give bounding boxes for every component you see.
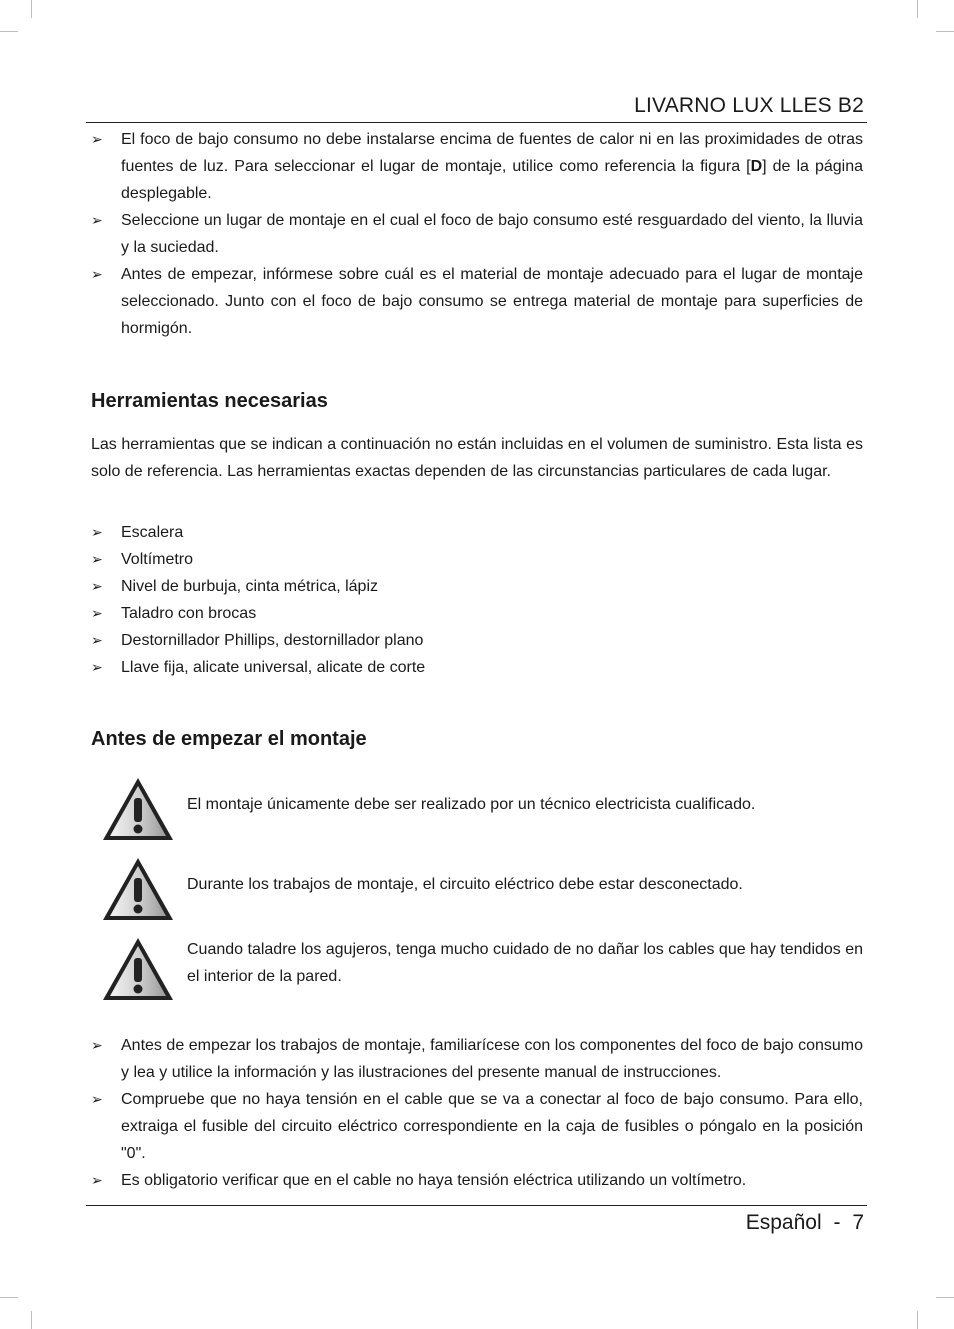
- before-bullets-block: [91, 1032, 863, 1194]
- page-number: 7: [852, 1211, 864, 1234]
- arrowhead-bullet-icon: ➢: [91, 524, 103, 540]
- list-item: [91, 600, 863, 627]
- list-item: [91, 627, 863, 654]
- tools-list-block: [91, 519, 863, 681]
- arrowhead-bullet-icon: ➢: [91, 1172, 103, 1188]
- arrowhead-bullet-icon: ➢: [91, 551, 103, 567]
- tool-item-label: Destornillador Phillips, destornillador plano: [121, 632, 424, 649]
- warning-triangle-icon: [101, 776, 175, 842]
- warning-text: El montaje únicamente debe ser realizado por un técnico electricista cualificado.: [187, 796, 756, 813]
- list-item: [91, 261, 863, 342]
- arrowhead-bullet-icon: ➢: [91, 659, 103, 675]
- section-heading: Antes de empezar el montaje: [91, 728, 367, 750]
- tool-item-label: Escalera: [121, 524, 184, 541]
- document-header-title: LIVARNO LUX LLES B2: [634, 94, 864, 117]
- warning-row: [101, 776, 863, 840]
- footer-rule: [86, 1205, 867, 1206]
- page-footer: [746, 1211, 864, 1235]
- tool-item-label: Llave fija, alicate universal, alicate de corte: [121, 659, 426, 676]
- warning-triangle-icon: [101, 856, 175, 922]
- warning-row: [101, 936, 863, 1000]
- list-item: [91, 654, 863, 681]
- footer-language: Español: [745, 1211, 822, 1234]
- header-rule: [86, 122, 867, 123]
- bullet-text: Es obligatorio verificar que en el cable no haya tensión eléctrica utilizando un voltímetro.: [121, 1172, 747, 1189]
- intro-bullet-list: [91, 126, 863, 342]
- crop-mark: [0, 31, 18, 32]
- bullet-text: Antes de empezar los trabajos de montaje, familiarícese con los componentes del foco de bajo consumo y lea y utilice la información y las ilustraciones del presente manual de instrucciones.: [121, 1037, 863, 1081]
- arrowhead-bullet-icon: ➢: [91, 578, 103, 594]
- crop-mark: [936, 1297, 954, 1298]
- list-item: [91, 573, 863, 600]
- list-item: [91, 1086, 863, 1167]
- crop-mark: [917, 0, 918, 18]
- bullet-text: Antes de empezar, infórmese sobre cuál es el material de montaje adecuado para el lugar de montaje seleccionado. Junto con el foco de bajo consumo se entrega material de montaje para superficies de hormigón.: [121, 266, 863, 337]
- list-item: [91, 1032, 863, 1086]
- list-item: [91, 1167, 863, 1194]
- bullet-text: ] de la página desplegable.: [121, 158, 864, 202]
- warning-text: Cuando taladre los agujeros, tenga mucho cuidado de no dañar los cables que hay tendidos en el interior de la pared.: [187, 941, 864, 985]
- before-bullet-list: [91, 1032, 863, 1194]
- arrowhead-bullet-icon: ➢: [91, 1091, 103, 1107]
- tool-item-label: Taladro con brocas: [121, 605, 257, 622]
- warning-row: [101, 856, 863, 920]
- crop-mark: [31, 1311, 32, 1329]
- arrowhead-bullet-icon: ➢: [91, 1037, 103, 1053]
- tool-item-label: Voltímetro: [121, 551, 194, 568]
- list-item: [91, 207, 863, 261]
- arrowhead-bullet-icon: ➢: [91, 605, 103, 621]
- tool-item-label: Nivel de burbuja, cinta métrica, lápiz: [121, 578, 379, 595]
- arrowhead-bullet-icon: ➢: [91, 212, 103, 228]
- tools-paragraph: Las herramientas que se indican a continuación no están incluidas en el volumen de suministro. Esta lista es solo de referencia. Las herramientas exactas dependen de las circunstancias particulares de cada lugar.: [91, 436, 863, 480]
- crop-mark: [31, 0, 32, 18]
- tools-paragraph-block: [91, 431, 863, 485]
- list-item: [91, 546, 863, 573]
- warning-triangle-icon: [101, 936, 175, 1002]
- list-item: [91, 519, 863, 546]
- figure-reference: D: [750, 158, 763, 175]
- crop-mark: [0, 1297, 18, 1298]
- tools-list: [91, 519, 863, 681]
- before-section: [91, 726, 863, 752]
- section-heading: Herramientas necesarias: [91, 390, 328, 412]
- crop-mark: [936, 31, 954, 32]
- arrowhead-bullet-icon: ➢: [91, 632, 103, 648]
- bullet-text: El foco de bajo consumo no debe instalarse encima de fuentes de calor ni en las proximidades de otras fuentes de luz. Para seleccionar el lugar de montaje, utilice como referencia la figura [: [121, 131, 863, 175]
- list-item: [91, 126, 863, 207]
- arrowhead-bullet-icon: ➢: [91, 266, 103, 282]
- tools-section: [91, 388, 863, 414]
- bullet-text: Seleccione un lugar de montaje en el cual el foco de bajo consumo esté resguardado del viento, la lluvia y la suciedad.: [121, 212, 863, 256]
- intro-section: [91, 126, 863, 342]
- bullet-text: Compruebe que no haya tensión en el cable que se va a conectar al foco de bajo consumo. Para ello, extraiga el fusible del circuito eléctrico correspondiente en la caja de fusibles o póngalo en la posición "0".: [121, 1091, 863, 1162]
- warning-text: Durante los trabajos de montaje, el circuito eléctrico debe estar desconectado.: [187, 876, 743, 893]
- arrowhead-bullet-icon: ➢: [91, 131, 103, 147]
- footer-separator: -: [833, 1211, 841, 1234]
- crop-mark: [917, 1311, 918, 1329]
